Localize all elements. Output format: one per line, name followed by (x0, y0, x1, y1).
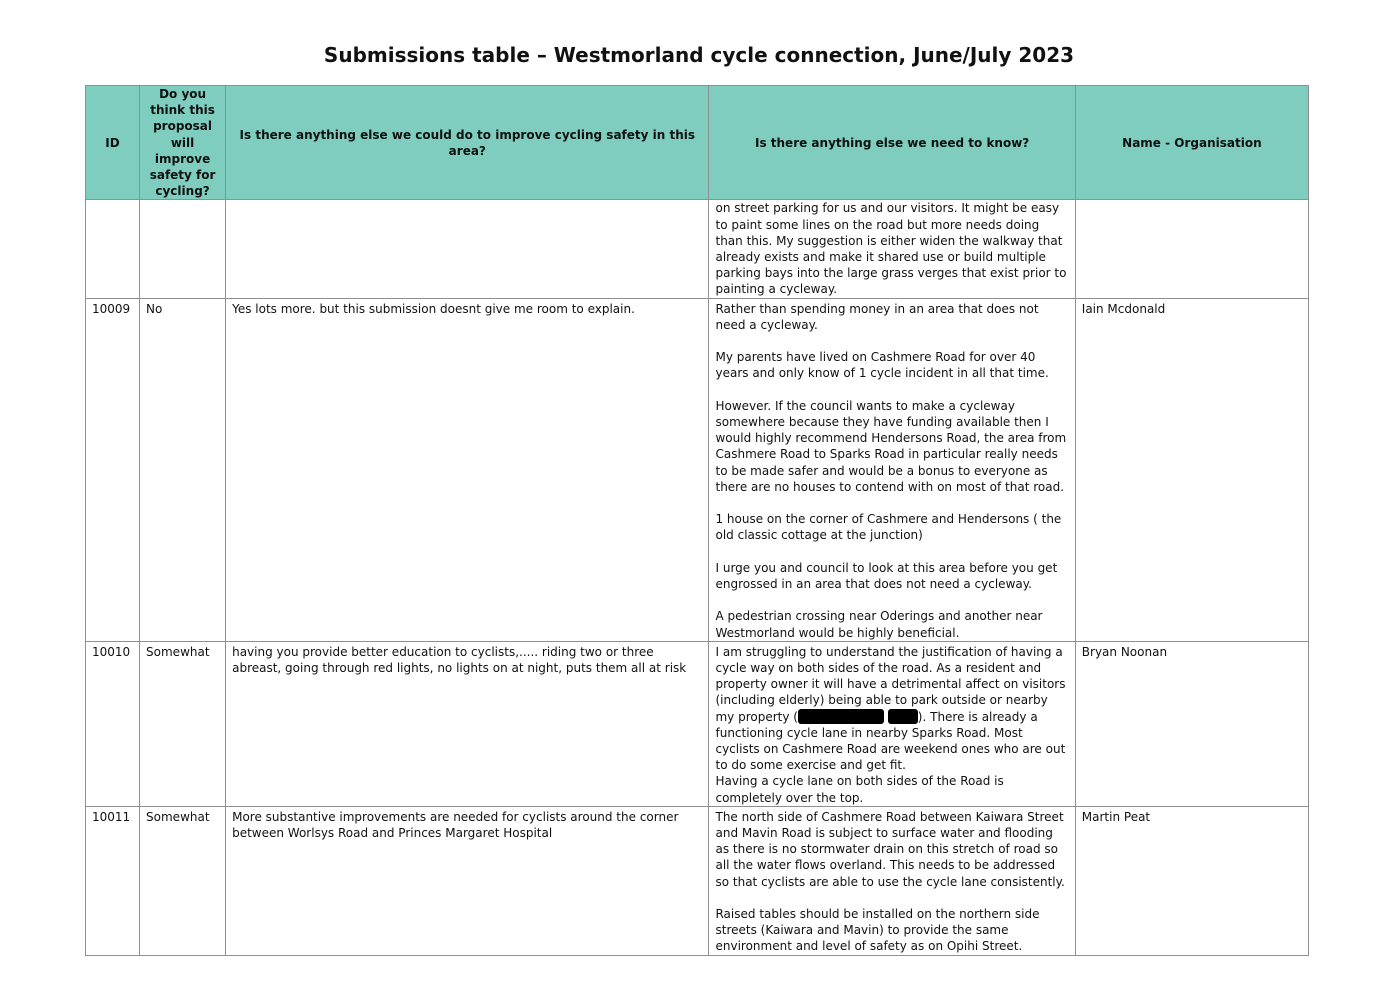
cell-anything-else-improve: Yes lots more. but this submission doesnt give me room to explain. (226, 298, 709, 641)
cell-anything-else-know (709, 298, 1075, 641)
know-paragraph: My parents have lived on Cashmere Road for over 40 years and only know of 1 cycle incident in all that time. (715, 350, 1049, 381)
header-anything-else-improve: Is there anything else we could do to improve cycling safety in this area? (226, 86, 709, 200)
table-row (86, 806, 1309, 955)
cell-anything-else-improve: having you provide better education to cyclists,..... riding two or three abreast, going through red lights, no lights on at night, puts them all at risk (226, 641, 709, 806)
cell-id: 10011 (86, 806, 140, 955)
cell-anything-else-know (709, 806, 1075, 955)
table-row (86, 298, 1309, 641)
table-header-row (86, 86, 1309, 200)
header-id: ID (86, 86, 140, 200)
know-paragraph: However. If the council wants to make a cycleway somewhere because they have funding available then I would highly recommend Hendersons Road, the area from Cashmere Road to Sparks Road in particular really needs to be made safer and would be a bonus to everyone as there are no houses to contend with on most of that road. (715, 398, 1071, 494)
header-improve-safety: Do you think this proposal will improve safety for cycling? (140, 86, 226, 200)
submissions-table (85, 85, 1309, 956)
know-text-part: I am struggling to understand the justification of having a cycle way on both sides of the road. As a resident and property owner it will have a detrimental affect on visitors (including elderly) being able to park outside or nearby my property ( (715, 644, 1066, 724)
cell-improve-safety: No (140, 298, 226, 641)
cell-name: Martin Peat (1075, 806, 1308, 955)
know-paragraph: The north side of Cashmere Road between Kaiwara Street and Mavin Road is subject to surface water and flooding as there is no stormwater drain on this stretch of road so all the water flows overland. This needs to be addressed so that cyclists are able to use the cycle lane consistently. (715, 809, 1068, 889)
cell-id: 10010 (86, 641, 140, 806)
cell-improve-safety (140, 200, 226, 298)
header-name-organisation: Name - Organisation (1075, 86, 1308, 200)
know-paragraph: A pedestrian crossing near Oderings and another near Westmorland would be highly beneficial. (715, 609, 1047, 640)
cell-improve-safety: Somewhat (140, 806, 226, 955)
know-paragraph: 1 house on the corner of Cashmere and Hendersons ( the old classic cottage at the junction) (715, 512, 1066, 543)
table-row-continued (86, 200, 1309, 298)
cell-id: 10009 (86, 298, 140, 641)
know-paragraph: Raised tables should be installed on the northern side streets (Kaiwara and Mavin) to provide the same environment and level of safety as on Opihi Street. (715, 907, 1044, 954)
cell-anything-else-improve: More substantive improvements are needed for cyclists around the corner between Worlsys Road and Princes Margaret Hospital (226, 806, 709, 955)
redaction-block (798, 709, 884, 724)
page-title: Submissions table – Westmorland cycle connection, June/July 2023 (323, 43, 1075, 67)
cell-anything-else-improve (226, 200, 709, 298)
cell-anything-else-know: on street parking for us and our visitors. It might be easy to paint some lines on the road but more needs doing than this. My suggestion is either widen the walkway that already exists and make it shared use or build multiple parking bays into the large grass verges that exist prior to painting a cycleway. (709, 200, 1075, 298)
cell-id (86, 200, 140, 298)
know-paragraph: I urge you and council to look at this area before you get engrossed in an area that does not need a cycleway. (715, 560, 1062, 592)
know-text-part: Having a cycle lane on both sides of the Road is completely over the top. (715, 774, 1004, 805)
redaction-block (888, 709, 918, 724)
cell-name: Bryan Noonan (1075, 641, 1308, 806)
cell-anything-else-know (709, 641, 1075, 806)
header-anything-else-know: Is there anything else we need to know? (709, 86, 1075, 200)
cell-name (1075, 200, 1308, 298)
know-paragraph: Rather than spending money in an area that does not need a cycleway. (715, 301, 1043, 332)
table-row (86, 641, 1309, 806)
know-text-part: ). There is already a functioning cycle lane in nearby Sparks Road. Most cyclists on Cashmere Road are weekend ones who are out to do some exercise and get fit. (715, 709, 1066, 773)
cell-improve-safety: Somewhat (140, 641, 226, 806)
cell-name: Iain Mcdonald (1075, 298, 1308, 641)
